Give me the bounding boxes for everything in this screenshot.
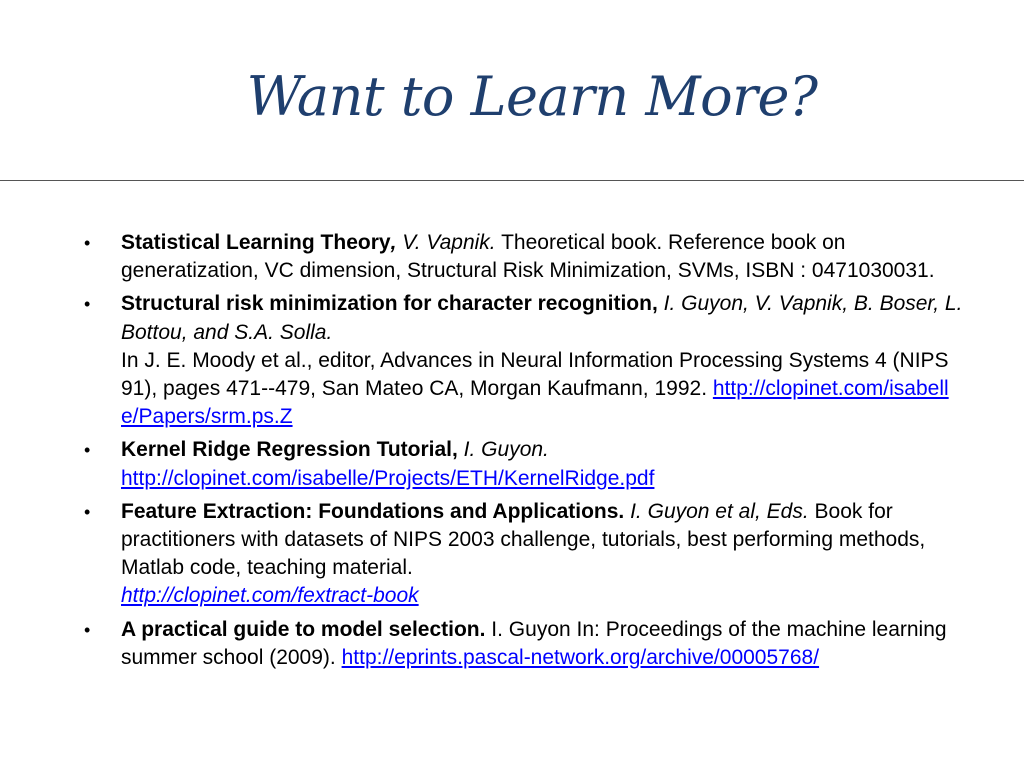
- reference-author: V. Vapnik.: [396, 231, 496, 254]
- reference-author: I. Guyon, V. Vapnik, B. Boser, L. Bottou, and S.A. Solla.: [121, 292, 963, 344]
- bullet-icon: •: [84, 294, 91, 315]
- reference-link-line: [121, 465, 964, 493]
- reference-list: [0, 229, 1024, 677]
- reference-description: Theoretical book. Reference book on generatization, VC dimension, Structural Risk Minimization, SVMs, ISBN : 0471030031.: [121, 231, 935, 283]
- reference-link[interactable]: http://clopinet.com/fextract-book: [121, 584, 419, 608]
- reference-item-model-selection-guide: [0, 616, 1024, 672]
- reference-item-kernel-ridge-regression: [0, 436, 1024, 492]
- reference-link[interactable]: http://clopinet.com/isabelle/Papers/srm.ps.Z: [121, 377, 949, 429]
- reference-title: Structural risk minimization for character recognition,: [121, 292, 658, 316]
- reference-description: Book for practitioners with datasets of NIPS 2003 challenge, tutorials, best performing methods, Matlab code, teaching material.: [121, 499, 926, 580]
- reference-author: I. Guyon.: [457, 438, 549, 462]
- slide-title: Want to Learn More?: [246, 65, 818, 128]
- reference-description: [121, 347, 964, 432]
- bullet-icon: •: [84, 501, 91, 522]
- reference-link[interactable]: http://clopinet.com/isabelle/Projects/ETH/KernelRidge.pdf: [121, 466, 655, 490]
- reference-title: Feature Extraction: Foundations and Applications.: [121, 499, 625, 523]
- reference-author: I. Guyon et al, Eds.: [624, 499, 809, 523]
- bullet-icon: •: [84, 619, 91, 640]
- reference-link-line: [121, 582, 964, 610]
- reference-title: Kernel Ridge Regression Tutorial,: [121, 438, 458, 462]
- bullet-icon: •: [84, 440, 91, 461]
- reference-item-feature-extraction: [0, 498, 1024, 611]
- reference-link[interactable]: http://eprints.pascal-network.org/archive/00005768/: [341, 645, 820, 669]
- reference-item-structural-risk-minimization: [0, 290, 1024, 431]
- bullet-icon: •: [84, 233, 91, 253]
- reference-description-text: In J. E. Moody et al., editor, Advances in Neural Information Processing Systems 4 (NIPS 91), pages 471--479, San Mateo CA, Morgan Kaufmann, 1992.: [121, 348, 949, 401]
- title-divider: [0, 180, 1024, 181]
- reference-title-suffix: ,: [390, 231, 397, 254]
- reference-description: I. Guyon In: Proceedings of the machine learning summer school (2009).: [121, 617, 947, 669]
- reference-title: Statistical Learning Theory: [121, 231, 391, 254]
- reference-item-statistical-learning-theory: [0, 229, 1024, 285]
- reference-title: A practical guide to model selection.: [121, 617, 486, 641]
